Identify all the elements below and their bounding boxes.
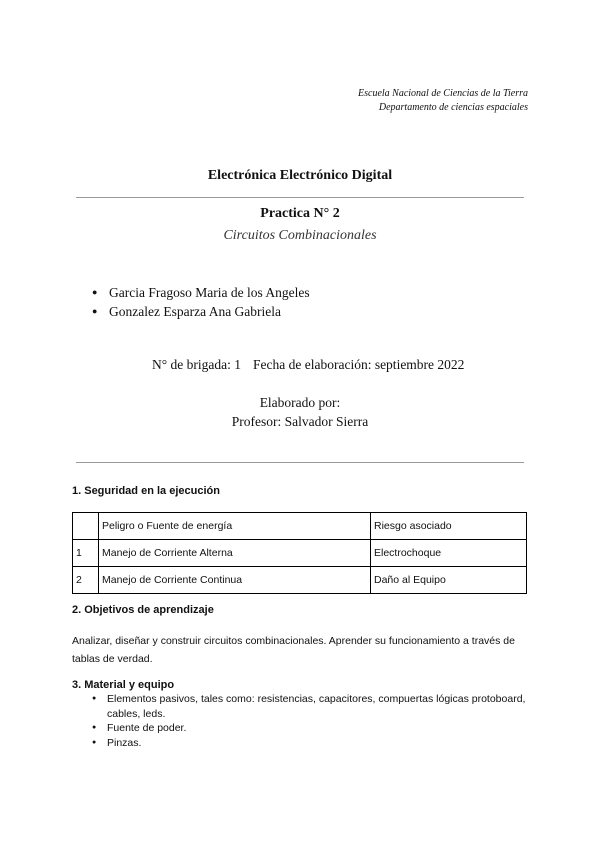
table-cell: Manejo de Corriente Alterna: [99, 540, 371, 567]
list-item: ● Elementos pasivos, tales como: resistencias, capacitores, compuertas lógicas protoboard, cables, leds.: [92, 692, 532, 721]
materials-list: [92, 692, 532, 750]
section-heading-objectives: 2. Objetivos de aprendizaje: [72, 604, 214, 616]
table-cell: 2: [73, 567, 99, 594]
table-header-row: [73, 513, 527, 540]
student-list: [92, 283, 310, 321]
author-label: Elaborado por:: [259, 395, 341, 410]
practice-subtitle: Circuitos Combinacionales: [223, 228, 377, 243]
table-cell: Manejo de Corriente Continua: [99, 567, 371, 594]
student-name: ● Garcia Fragoso Maria de los Angeles: [92, 283, 310, 302]
divider-bottom: [76, 462, 524, 463]
safety-table: [72, 512, 527, 594]
section-heading-safety: 1. Seguridad en la ejecución: [72, 485, 220, 497]
table-row: [73, 540, 527, 567]
table-cell: 1: [73, 540, 99, 567]
list-item: ● Fuente de poder.: [92, 721, 532, 736]
department-name: Departamento de ciencias espaciales: [378, 102, 528, 113]
section-heading-materials: 3. Material y equipo: [72, 679, 175, 691]
course-title: Electrónica Electrónico Digital: [207, 168, 393, 183]
author-name: Profesor: Salvador Sierra: [231, 414, 369, 429]
table-header-cell: Peligro o Fuente de energía: [99, 513, 371, 540]
elaboration-date: Fecha de elaboración: septiembre 2022: [253, 357, 465, 372]
table-cell: Electrochoque: [371, 540, 527, 567]
table-header-cell: [73, 513, 99, 540]
table-header-cell: Riesgo asociado: [371, 513, 527, 540]
institution-name: Escuela Nacional de Ciencias de la Tierra: [358, 88, 528, 99]
table-cell: Daño al Equipo: [371, 567, 527, 594]
list-item: ● Pinzas.: [92, 736, 532, 751]
practice-title: Practica N° 2: [260, 206, 340, 221]
objectives-paragraph: Analizar, diseñar y construir circuitos combinacionales. Aprender su funcionamiento a través de tablas de verdad.: [72, 635, 515, 665]
divider-top: [76, 197, 524, 198]
brigade-number: N° de brigada: 1: [152, 357, 241, 372]
table-row: [73, 567, 527, 594]
student-name: ● Gonzalez Esparza Ana Gabriela: [92, 302, 310, 321]
